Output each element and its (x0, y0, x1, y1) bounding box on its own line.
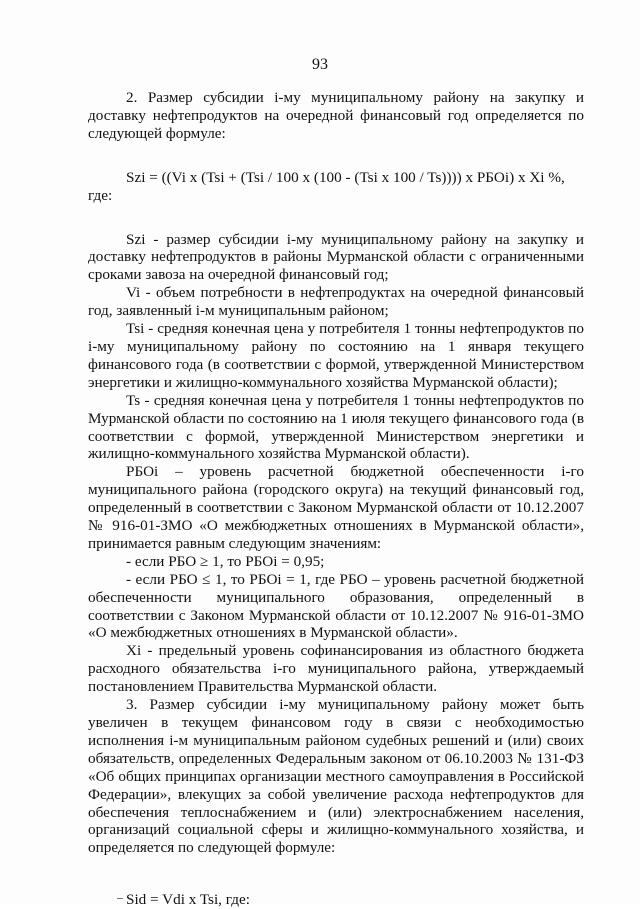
definition-szi: Szi - размер субсидии i-му муниципальному району на закупку и доставку нефтепродуктов в районы Мурманской области с ограниченными сроками завоза на очередной финансовый год; (88, 230, 584, 284)
formula-where: где: (88, 186, 113, 204)
definition-rboi: РБОi – уровень расчетной бюджетной обеспеченности i-го муниципального района (городского округа) на текущий финансовый год, определенный в соответствии с Законом Мурманской области от 10.12.2007 № 916-01-ЗМО «О межбюджетных отношениях в Мурманской области», принимается равным следующим значениям: (88, 463, 584, 552)
rbo-condition-1: - если РБО ≥ 1, то РБОi = 0,95; (126, 552, 325, 570)
paragraph-subsidy-size: 2. Размер субсидии i-му муниципальному району на закупку и доставку нефтепродуктов на очередной финансовый год определяется по следующей формуле: (88, 89, 584, 142)
definition-ts: Ts - средняя конечная цена у потребителя 1 тонны нефтепродуктов по Мурманской области по состоянию на 1 июля текущего финансового года (в соответствии с формой, утвержденной Министерством энергетики и жилищно-коммунального хозяйства Мурманской области). (88, 391, 584, 463)
page-number: 93 (312, 56, 328, 73)
scan-mark (117, 898, 123, 899)
rbo-condition-2: - если РБО ≤ 1, то РБОi = 1, где РБО – уровень расчетной бюджетной обеспеченности муниципального образования, определенный в соответствии с Законом Мурманской области от 10.12.2007 № 916-01-ЗМО «О межбюджетных отношениях в Мурманской области». (88, 570, 584, 642)
definition-tsi: Tsi - средняя конечная цена у потребителя 1 тонны нефтепродуктов по i-му муниципальному району по состоянию на 1 января текущего финансового года (в соответствии с формой, утвержденной Министерством энергетики и жилищно-коммунального хозяйства Мурманской области); (88, 320, 584, 391)
formula-szi: Szi = ((Vi x (Tsi + (Tsi / 100 x (100 - (Tsi x 100 / Ts)))) x РБОi) x Xi %, (126, 168, 565, 186)
definition-vi: Vi - объем потребности в нефтепродуктах на очередной финансовый год, заявленный i-м муниципальным районом; (88, 284, 584, 320)
formula-sid: Sid = Vdi x Tsi, где: (126, 891, 250, 909)
page-content (88, 89, 584, 909)
paragraph-subsidy-increase: 3. Размер субсидии i-му муниципальному району может быть увеличен в текущем финансовом году в связи с необходимостью исполнения i-м муниципальным районом судебных решений и (или) своих обязательств, определенных Федеральным законом от 06.10.2003 № 131-ФЗ «Об общих принципах организации местного самоуправления в Российской Федерации», влекущих за собой увеличение расхода нефтепродуктов для обеспечения теплоснабжением и (или) электроснабжением населения, организаций социальной сферы и жилищно-коммунального хозяйства, и определяется по следующей формуле: (88, 696, 584, 857)
definition-xi: Xi - предельный уровень софинансирования из областного бюджета расходного обязательства i-го муниципального района, утверждаемый постановлением Правительства Мурманской области. (88, 642, 584, 696)
